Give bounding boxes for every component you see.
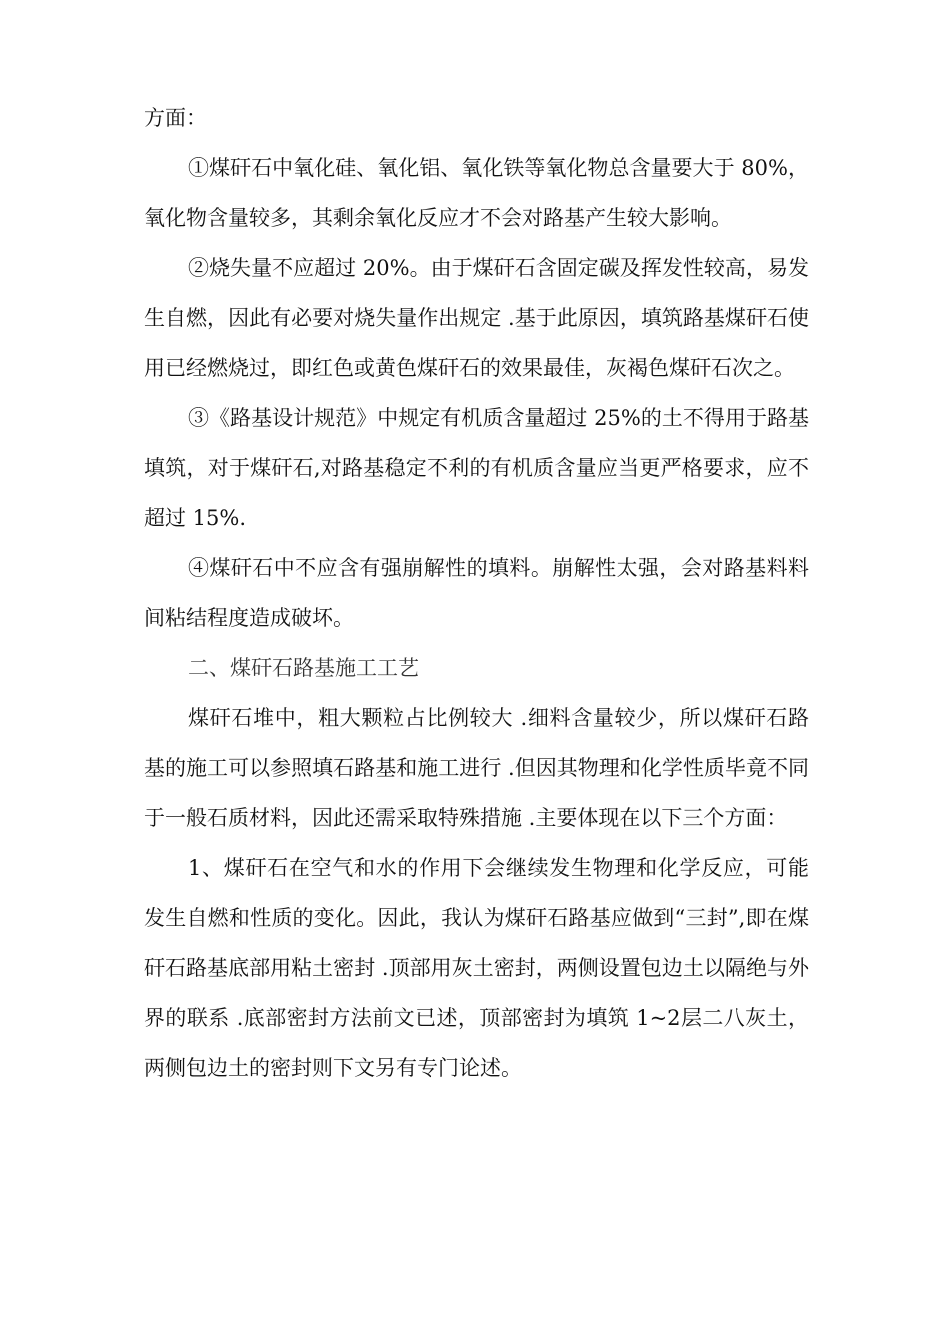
paragraph-section-body: 煤矸石堆中，粗大颗粒占比例较大 .细料含量较少，所以煤矸石路基的施工可以参照填石路基和施工进行 .但因其物理和化学性质毕竟不同于一般石质材料，因此还需采取特殊措施 .主要体现在以下三个方面： bbox=[144, 706, 809, 830]
paragraph-item-3: ③《路基设计规范》中规定有机质含量超过 25%的土不得用于路基填筑，对于煤矸石,对路基稳定不利的有机质含量应当更严格要求，应不超过 15%. bbox=[144, 406, 809, 530]
paragraph-item-1: ①煤矸石中氧化硅、氧化铝、氧化铁等氧化物总含量要大于 80%，氧化物含量较多，其剩余氧化反应才不会对路基产生较大影响。 bbox=[144, 156, 809, 230]
section-heading: 二、煤矸石路基施工工艺 bbox=[188, 656, 419, 680]
document-body bbox=[144, 93, 809, 1093]
paragraph-item-4: ④煤矸石中不应含有强崩解性的填料。崩解性太强，会对路基料料间粘结程度造成破坏。 bbox=[144, 556, 809, 630]
paragraph-item-2: ②烧失量不应超过 20%。由于煤矸石含固定碳及挥发性较高，易发生自燃，因此有必要对烧失量作出规定 .基于此原因，填筑路基煤矸石使用已经燃烧过，即红色或黄色煤矸石的效果最佳，灰褐色煤矸石次之。 bbox=[144, 256, 809, 380]
paragraph-intro: 方面： bbox=[144, 106, 207, 130]
paragraph-point-1: 1、煤矸石在空气和水的作用下会继续发生物理和化学反应，可能发生自燃和性质的变化。因此，我认为煤矸石路基应做到“三封”,即在煤矸石路基底部用粘土密封 .顶部用灰土密封，两侧设置包边土以隔绝与外界的联系 .底部密封方法前文已述，顶部密封为填筑 1~2层二八灰土，两侧包边土的密封则下文另有专门论述。 bbox=[144, 856, 809, 1080]
